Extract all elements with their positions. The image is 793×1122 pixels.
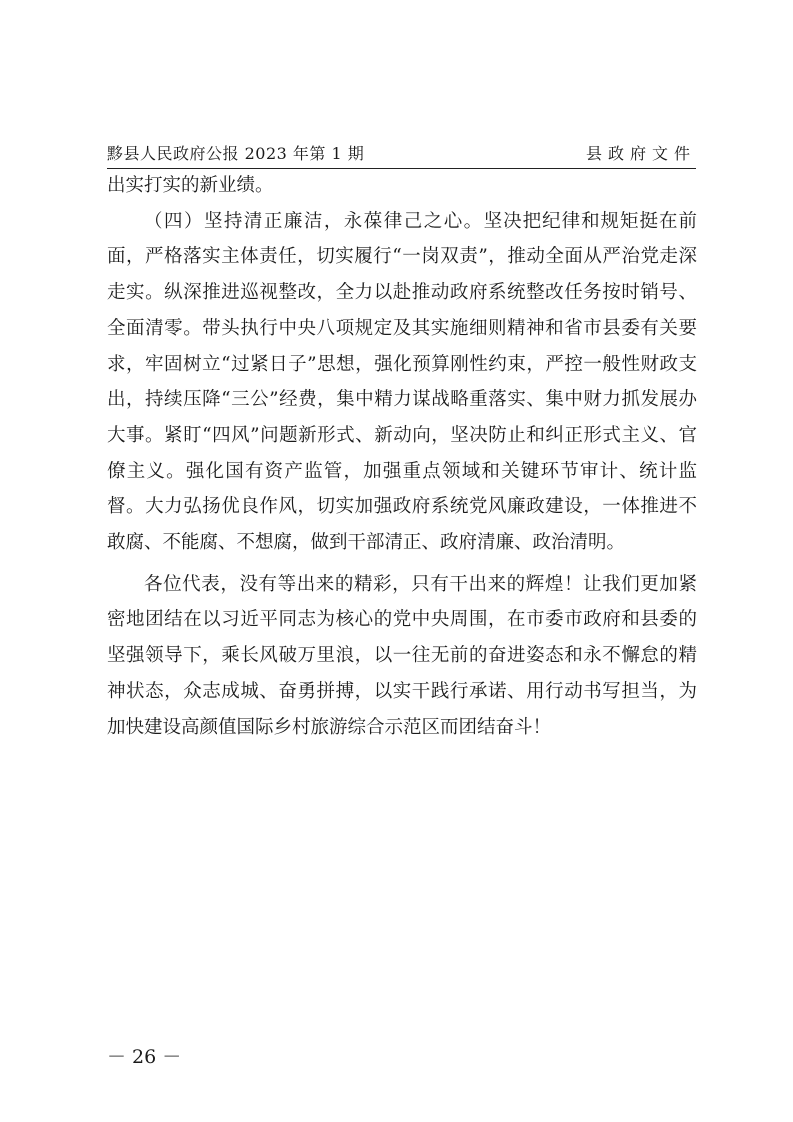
header-section-label: 县政府文件 (585, 144, 696, 163)
closing-paragraph: 各位代表，没有等出来的精彩，只有干出来的辉煌！让我们更加紧密地团结在以习近平同志为核心的党中央周围，在市委市政府和县委的坚强领导下，乘长风破万里浪，以一往无前的奋进姿态和永不懈怠的精神状态，众志成城、奋勇拼搏，以实干践行承诺、用行动书写担当，为加快建设高颜值国际乡村旅游综合示范区而团结奋斗！ (107, 573, 697, 738)
section-four-heading: （四）坚持清正廉洁，永葆律己之心。 (144, 210, 484, 232)
section-four-text: 坚决把纪律和规矩挺在前面，严格落实主体责任，切实履行“一岗双责”，推动全面从严治党走深走实。纵深推进巡视整改，全力以赴推动政府系统整改任务按时销号、全面清零。带头执行中央八项规定及其实施细则精神和省市县委有关要求，牢固树立“过紧日子”思想，强化预算刚性约束，严控一般性财政支出，持续压降“三公”经费，集中精力谋战略重落实、集中财力抓发展办大事。紧盯“四风”问题新形式、新动向，坚决防止和纠正形式主义、官僚主义。强化国有资产监管，加强重点领域和关键环节审计、统计监督。大力弘扬优良作风，切实加强政府系统党风廉政建设，一体推进不敢腐、不能腐、不想腐，做到干部清正、政府清廉、政治清明。 (107, 210, 697, 554)
continuation-paragraph: 出实打实的新业绩。 (107, 175, 274, 196)
page-number: － 26 － (107, 1046, 182, 1068)
section-four-paragraph (107, 204, 697, 561)
header-publication-title: 黟县人民政府公报 2023 年第 1 期 (107, 144, 365, 163)
body-content (107, 168, 697, 745)
page-header (107, 142, 696, 166)
